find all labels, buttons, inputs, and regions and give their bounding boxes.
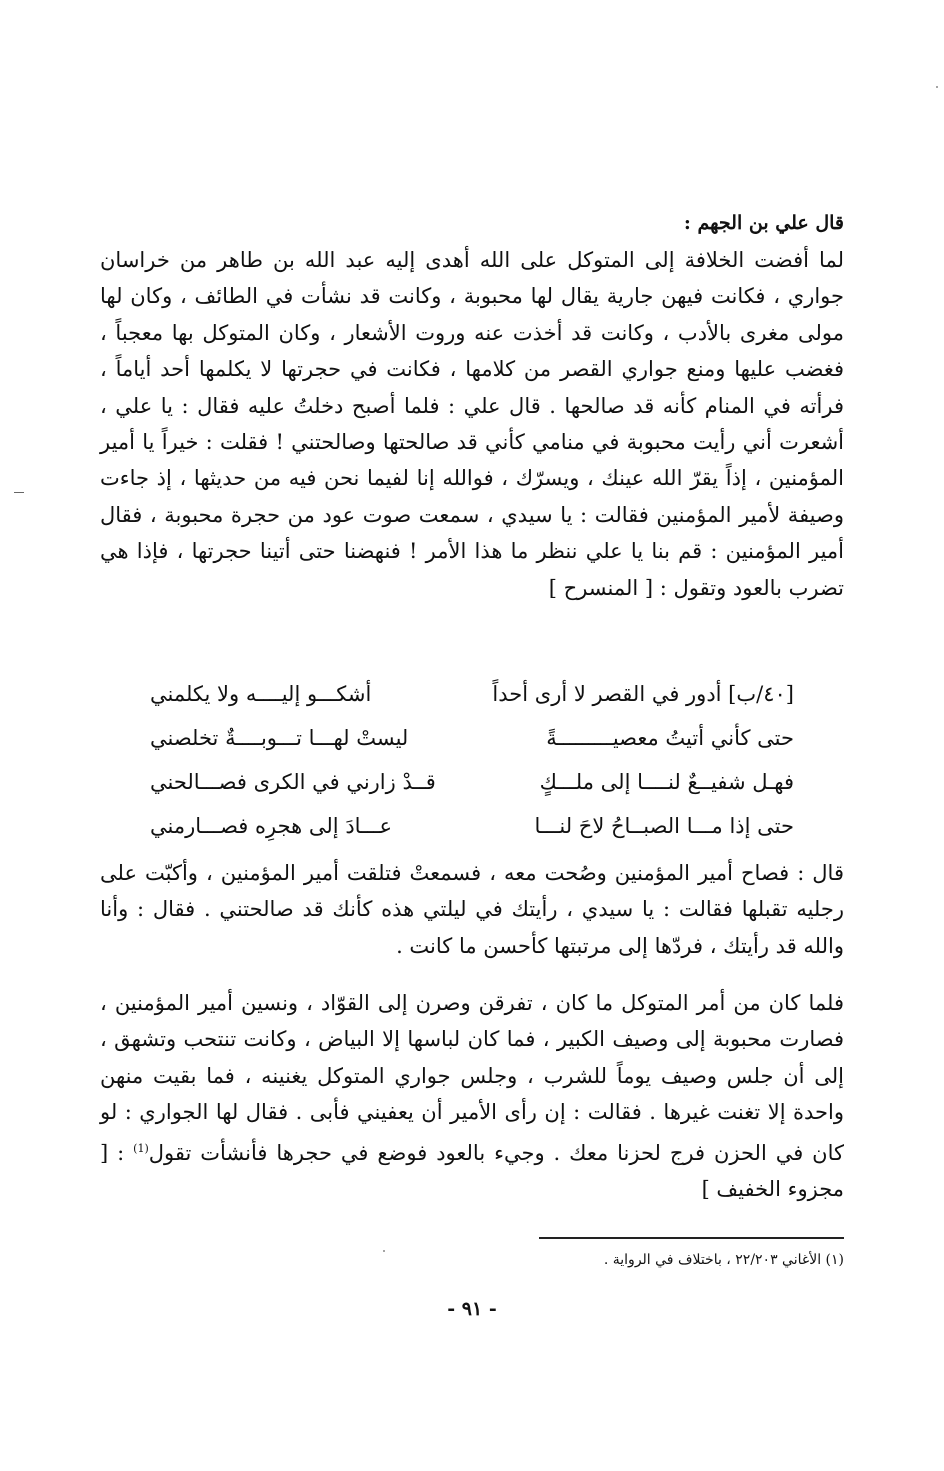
scan-speck	[936, 86, 938, 88]
verse-second-hemistich: ليستْ لهـــا تـــوبــــةٌ تخلصني	[150, 726, 409, 750]
poem	[150, 672, 794, 848]
poem-verse	[150, 804, 794, 848]
poem-verse	[150, 672, 794, 716]
scan-speck	[383, 1250, 385, 1252]
footnote: (١) الأغاني ٢٢/٢٠٣ ، باختلاف في الرواية .	[603, 1252, 844, 1268]
verse-second-hemistich: قــدْ زارني في الكرى فصـــالحني	[150, 770, 436, 794]
paragraph-1: لما أفضت الخلافة إلى المتوكل على الله أهدى إليه عبد الله بن طاهر من خراسان جواري ، فكانت فيهن جارية يقال لها محبوبة ، وكانت قد نشأت في الطائف ، وكان لها مولى مغرى بالأدب ، وكانت قد أخذت عنه وروت الأشعار ، وكان المتوكل بها معجباً ، فغضب عليها ومنع جواري القصر من كلامها ، فكانت في حجرتها لا يكلمها أحد أياماً ، فرأته في المنام كأنه قد صالحها . قال علي : فلما أصبح دخلتُ عليه فقال : يا علي ، أشعرت أني رأيت محبوبة في منامي كأني قد صالحتها وصالحتني ! فقلت : خيراً يا أمير المؤمنين ، إذاً يقرّ الله عينك ، ويسرّك ، فوالله إنا لفيما نحن فيه من حديثها ، إذ جاءت وصيفة لأمير المؤمنين فقالت : يا سيدي ، سمعت صوت عود من حجرة محبوبة ، فقال أمير المؤمنين : قم بنا يا علي ننظر ما هذا الأمر ! فنهضنا حتى أتينا حجرتها ، فإذا هي تضرب بالعود وتقول : [ المنسرح ]	[100, 248, 844, 600]
verse-second-hemistich: عـــادَ إلى هجرِه فصـــارمني	[150, 814, 393, 838]
verse-first-hemistich: حتى إذا مـــا الصبــاحُ لاحَ لنـــا	[534, 814, 794, 838]
verse-second-hemistich: أشكـــو إليــــه ولا يكلمني	[150, 682, 372, 706]
paragraph-2: قال : فصاح أمير المؤمنين وصُحت معه ، فسمعتْ فتلقت أمير المؤمنين ، وأكبّت على رجليه تقبلها فقالت : يا سيدي ، رأيتك في ليلتي هذه كأنك قد صالحتني . فقال : وأنا والله قد رأيتك ، فردّها إلى مرتبتها كأحسن ما كانت .	[100, 861, 844, 958]
verse-first-hemistich: فهـل شفيــعٌ لنــــا إلى ملـــكٍ	[539, 770, 794, 794]
paragraph-3	[100, 985, 844, 1207]
verse-first-hemistich: [٤٠/ب] أدور في القصر لا أرى أحداً	[492, 682, 794, 706]
margin-mark	[14, 492, 24, 493]
footnote-divider	[539, 1237, 844, 1239]
poem-verse	[150, 760, 794, 804]
page-number: - ٩١ -	[447, 1298, 497, 1320]
paragraph-3-text: فلما كان من أمر المتوكل ما كان ، تفرقن وصرن إلى القوّاد ، ونسين أمير المؤمنين ، فصارت محبوبة إلى وصيف الكبير ، فما كان لباسها إلا البياض ، وكانت تنتحب وتشهق ، إلى أن جلس وصيف يوماً للشرب ، وجلس جواري المتوكل يغنينه ، فما بقيت منهن واحدة إلا تغنت غيرها . فقالت : إن رأى الأمير أن يعفيني فأبى . فقال لها الجواري : لو كان في الحزن فرج لحزنا معك . وجيء بالعود فوضع في حجرها فأنشأت تقول	[100, 991, 844, 1165]
section-heading: قال علي بن الجهم :	[683, 212, 844, 234]
poem-verse	[150, 716, 794, 760]
footnote-reference: (1)	[133, 1141, 149, 1155]
paragraph-3-meter: : [ مجزوء الخفيف ]	[100, 1140, 844, 1202]
verse-first-hemistich: حتى كأني أتيتُ معصيـــــــــةً	[546, 726, 794, 750]
